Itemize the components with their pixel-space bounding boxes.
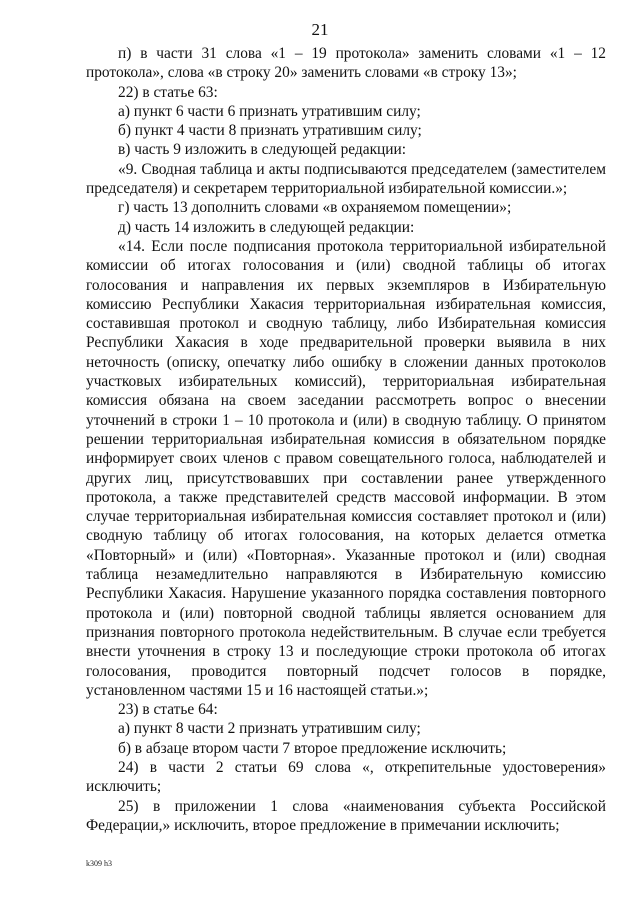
paragraph-article-63: 22) в статье 63: — [118, 83, 218, 101]
paragraph-item-24: 24) в части 2 статьи 69 слова «, открепительные удостоверения» исключить; — [86, 758, 606, 796]
paragraph-item-d: д) часть 14 изложить в следующей редакции: — [118, 218, 415, 236]
paragraph-item-b-64: б) в абзаце втором части 7 второе предложение исключить; — [118, 739, 507, 757]
document-body — [86, 44, 606, 835]
paragraph-item-a: а) пункт 6 части 6 признать утратившим силу; — [118, 102, 421, 120]
page-number: 21 — [311, 20, 329, 39]
paragraph-article-64: 23) в статье 64: — [118, 701, 218, 719]
footer-code: k309 h3 — [86, 859, 112, 868]
paragraph-part-9-text: «9. Сводная таблица и акты подписываются председателем (заместителем председателя) и секретарем территориальной избирательной комиссии.»; — [86, 160, 606, 198]
paragraph-item-25: 25) в приложении 1 слова «наименования субъекта Российской Федерации,» исключить, второе предложение в примечании исключить; — [86, 797, 606, 834]
paragraph-part-14-text: «14. Если после подписания протокола территориальной избирательной комиссии об итогах голосования и (или) сводной таблицы об итогах голосования и направления их первых экземпляров в Избирательную комиссию Республики Хакасия территориальная избирательная комиссия, составившая протокол и сводную таблицу, либо Избирательная комиссия Республики Хакасия в ходе предварительной проверки выявила в них неточность (описку, опечатку либо ошибку в сложении данных протоколов участковых избирательных комиссий), территориальная избирательная комиссия обязана на своем заседании рассмотреть вопрос о внесении уточнений в строки 1 – 10 протокола и (или) в сводную таблицу. О принятом решении территориальная избирательная комиссия в обязательном порядке информирует своих членов с правом совещательного голоса, наблюдателей и других лиц, присутствовавших при составлении ранее утвержденного протокола, а также представителей средств массовой информации. В этом случае территориальная избирательная комиссия составляет протокол и (или) сводную таблицу об итогах голосования, на которых делается отметка «Повторный» и (или) «Повторная». Указанные протокол и (или) сводная таблица незамедлительно направляются в Избирательную комиссию Республики Хакасия. Нарушение указанного порядка составления повторного протокола и (или) повторной сводной таблицы является основанием для признания повторного протокола недействительным. В случае если требуется внести уточнения в строку 13 и последующие строки протокола об итогах голосования, проводится повторный подсчет голосов в порядке, установленном частями 15 и 16 настоящей статьи.»; — [86, 237, 606, 699]
paragraph-item-g: г) часть 13 дополнить словами «в охраняемом помещении»; — [118, 199, 512, 217]
paragraph-item-v: в) часть 9 изложить в следующей редакции: — [118, 141, 407, 159]
paragraph-item-p: п) в части 31 слова «1 – 19 протокола» заменить словами «1 – 12 протокола», слова «в строку 20» заменить словами «в строку 13»; — [86, 45, 606, 82]
paragraph-item-a-64: а) пункт 8 части 2 признать утратившим силу; — [118, 720, 421, 738]
paragraph-item-b: б) пункт 4 части 8 признать утратившим силу; — [118, 122, 422, 140]
